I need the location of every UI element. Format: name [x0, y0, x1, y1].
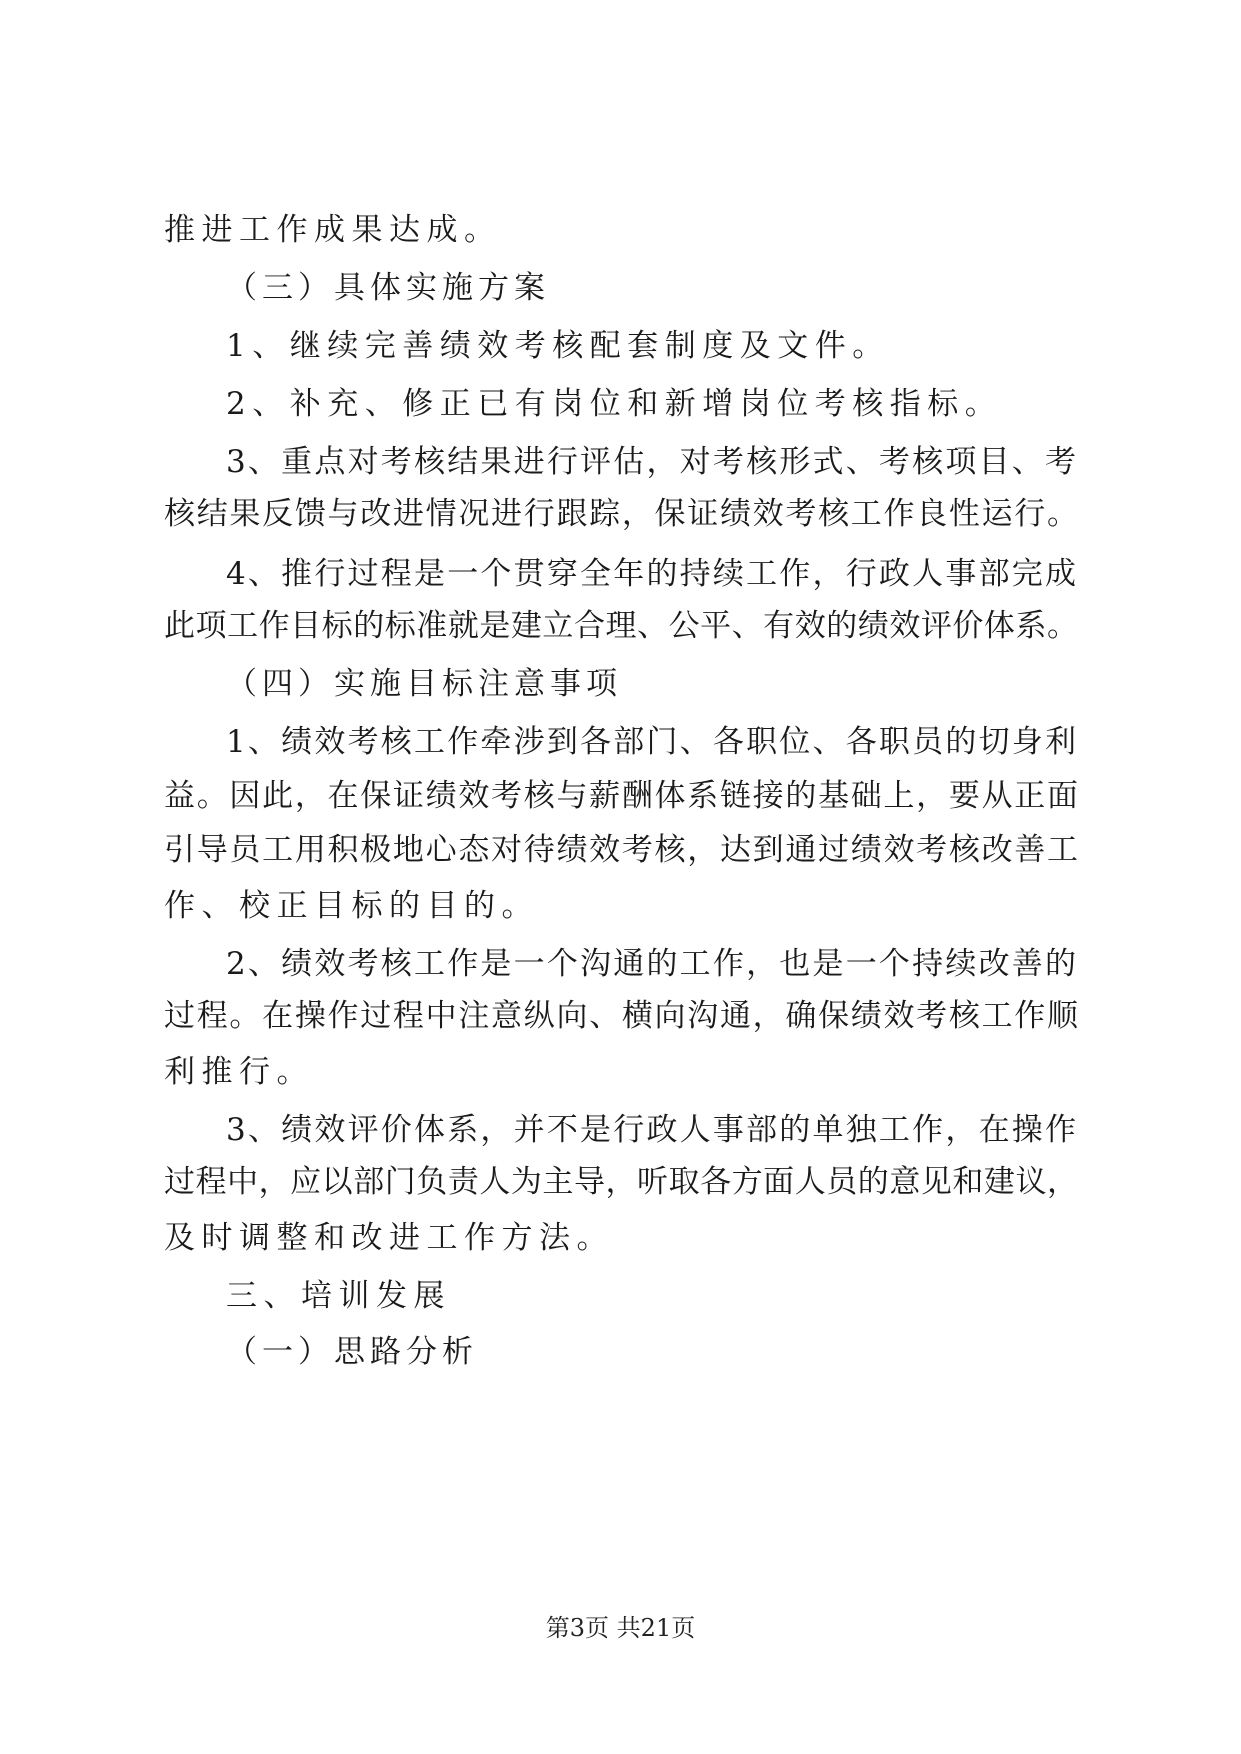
paragraph-line: 作、校正目标的目的。	[164, 888, 539, 924]
paragraph-line: 推进工作成果达成。	[164, 212, 502, 248]
paragraph-line: 益。因此，在保证绩效考核与薪酬体系链接的基础上，要从正面	[164, 778, 1078, 814]
paragraph-line: 此项工作目标的标准就是建立合理、公平、有效的绩效评价体系。	[164, 608, 1078, 644]
list-item: 1、继续完善绩效考核配套制度及文件。	[226, 328, 890, 364]
page-footer: 第3页 共21页	[545, 1614, 696, 1642]
paragraph-line: 过程。在操作过程中注意纵向、横向沟通，确保绩效考核工作顺	[164, 998, 1078, 1034]
section-heading: （三）具体实施方案	[226, 270, 550, 306]
paragraph-line: 过程中，应以部门负责人为主导，听取各方面人员的意见和建议，	[164, 1164, 1078, 1200]
paragraph-line: 利推行。	[164, 1054, 314, 1090]
section-heading: （四）实施目标注意事项	[226, 666, 622, 702]
section-heading: 三、培训发展	[226, 1278, 451, 1314]
list-item: 4、推行过程是一个贯穿全年的持续工作，行政人事部完成	[226, 556, 1076, 592]
list-item: 3、重点对考核结果进行评估，对考核形式、考核项目、考	[226, 444, 1076, 480]
paragraph-line: 及时调整和改进工作方法。	[164, 1220, 614, 1256]
paragraph-line: 引导员工用积极地心态对待绩效考核，达到通过绩效考核改善工	[164, 832, 1078, 868]
list-item: 3、绩效评价体系，并不是行政人事部的单独工作，在操作	[226, 1112, 1076, 1148]
list-item: 1、绩效考核工作牵涉到各部门、各职位、各职员的切身利	[226, 724, 1076, 760]
section-heading: （一）思路分析	[226, 1334, 478, 1370]
paragraph-line: 核结果反馈与改进情况进行跟踪，保证绩效考核工作良性运行。	[164, 496, 1078, 532]
list-item: 2、绩效考核工作是一个沟通的工作，也是一个持续改善的	[226, 946, 1076, 982]
list-item: 2、补充、修正已有岗位和新增岗位考核指标。	[226, 386, 1003, 422]
